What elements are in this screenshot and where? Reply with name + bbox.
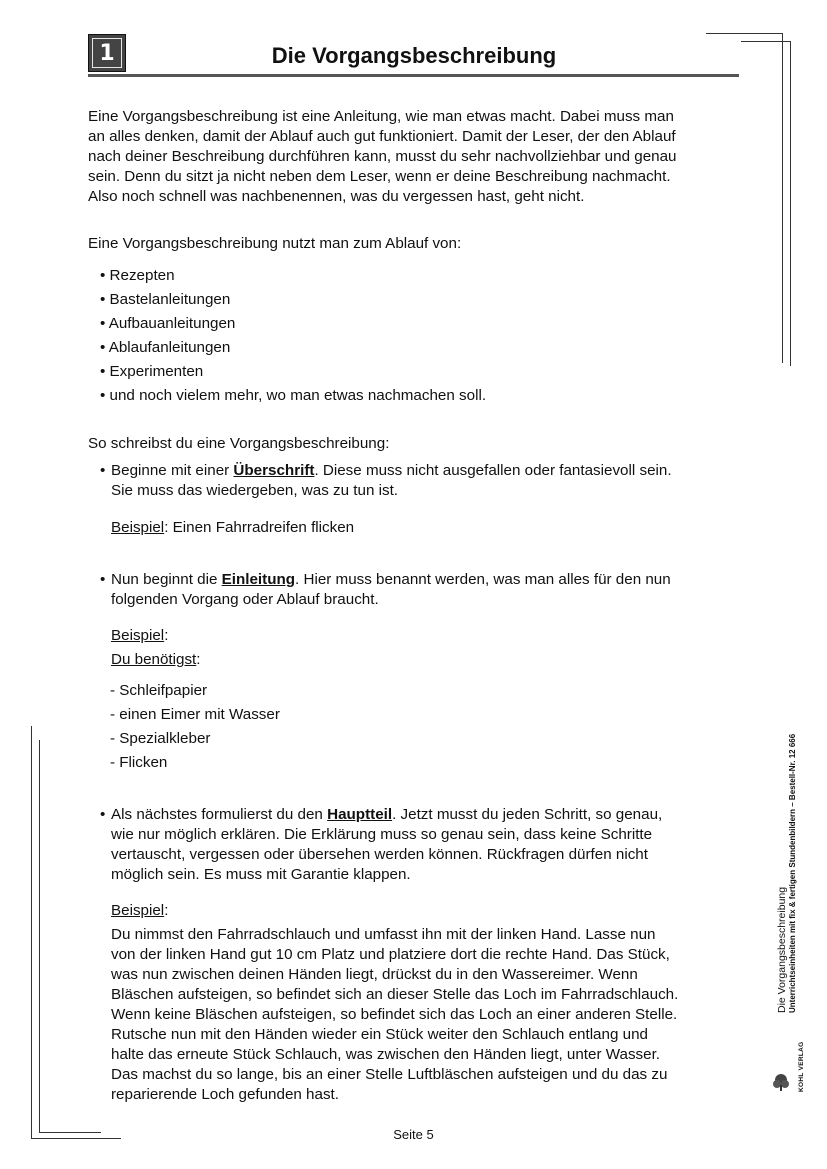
example-colon: : (164, 627, 169, 644)
example-colon: : (164, 902, 169, 919)
step-line (111, 805, 750, 825)
tree-icon (772, 1040, 796, 1092)
example-label: Beispiel (111, 902, 165, 919)
list-item: • Aufbauanleitungen (100, 315, 236, 332)
step-line: folgenden Vorgang oder Ablauf braucht. (111, 591, 379, 608)
page-title: Die Vorgangsbeschreibung (271, 43, 557, 68)
step-post: . Jetzt musst du jeden Schritt, so genau, (392, 806, 663, 823)
page-number: Seite 5 (393, 1127, 434, 1142)
keyword-einleitung: Einleitung (221, 571, 296, 588)
step-line: wie nur möglich erklären. Die Erklärung muss so genau sein, dass keine Schritte (111, 826, 653, 843)
step-line: möglich sein. Es muss mit Garantie klappen. (111, 866, 411, 883)
step-text (111, 805, 750, 885)
step-pre: Beginne mit einer (111, 462, 234, 479)
frame-left-vertical (31, 726, 32, 1138)
material-item: - Flicken (110, 754, 168, 771)
step-post: . Diese muss nicht ausgefallen oder fantasievoll sein. (314, 462, 672, 479)
frame-top-right-horizontal (706, 33, 782, 34)
example-line: halte das erneute Stück Schlauch, was zwischen den Händen liegt, unter Wasser. (111, 1046, 661, 1063)
frame-top-right-horizontal-inner (741, 41, 791, 42)
example-3-label-line (111, 901, 168, 921)
example-line: Das machst du so lange, bis an einer Stelle Luftbläschen aufsteigen und du das zu (111, 1066, 668, 1083)
example-line: von der linken Hand gut 10 cm Platz und platziere dort die rechte Hand. Das Stück, (111, 946, 670, 963)
example-text: : Einen Fahrradreifen flicken (164, 519, 355, 536)
intro-line: Also noch schnell was nachbenennen, was du vergessen hast, geht nicht. (88, 188, 585, 205)
step-line (111, 461, 750, 481)
example-line: Bläschen aufsteigen, so befindet sich an dieser Stelle das Loch im Fahrradschlauch. (111, 986, 679, 1003)
example-line: Rutsche nun mit den Händen wieder ein Stück weiter den Schlauch entlang und (111, 1026, 648, 1043)
intro-line: nach deiner Beschreibung durchführen kann, musst du sehr nachvollziehbar und genau (88, 148, 677, 165)
list-item: • Experimenten (100, 363, 204, 380)
intro-line: Eine Vorgangsbeschreibung ist eine Anleitung, wie man etwas macht. Dabei muss man (88, 108, 674, 125)
example-3-paragraph (111, 925, 751, 1105)
example-2-label-line (111, 626, 168, 646)
step-line: vertauscht, vergessen oder übersehen werden können. Rückfragen dürfen nicht (111, 846, 648, 863)
step-text (111, 570, 750, 610)
step-hauptteil (100, 805, 750, 885)
intro-line: sein. Denn du sitzt ja nicht neben dem Leser, wenn er deine Beschreibung nachmacht. (88, 168, 671, 185)
side-subtitle: Unterrichtseinheiten mit fix & fertigen Stundenbildern – Bestell-Nr. 12 666 (788, 733, 797, 1013)
example-line: Du nimmst den Fahrradschlauch und umfasst ihn mit der linken Hand. Lasse nun (111, 926, 656, 943)
material-item: - Schleifpapier (110, 682, 208, 699)
title-underline (88, 74, 739, 77)
side-imprint (776, 734, 798, 1013)
needs-colon: : (196, 651, 201, 668)
step-ueberschrift (100, 461, 750, 501)
example-1 (111, 518, 354, 538)
frame-left-vertical-inner (39, 740, 40, 1132)
publisher-logo (772, 1040, 805, 1092)
intro-line: an alles denken, damit der Ablauf auch gut funktioniert. Damit der Leser, der den Ablauf (88, 128, 676, 145)
keyword-hauptteil: Hauptteil (327, 806, 393, 823)
step-pre: Nun beginnt die (111, 571, 222, 588)
materials-list (110, 681, 280, 777)
needs-line (111, 650, 201, 670)
example-label: Beispiel (111, 627, 165, 644)
step-post: . Hier muss benannt werden, was man alles für den nun (295, 571, 671, 588)
keyword-ueberschrift: Überschrift (233, 462, 315, 479)
bullet: • (100, 462, 106, 479)
list-item: • Bastelanleitungen (100, 291, 231, 308)
frame-right-vertical-inner (790, 41, 791, 366)
step-pre: Als nächstes formulierst du den (111, 806, 328, 823)
list-item: • Ablaufanleitungen (100, 339, 231, 356)
example-line: was nun zwischen deinen Händen liegt, drückst du in den Wassereimer. Wenn (111, 966, 638, 983)
example-line: Wenn keine Bläschen aufsteigen, so befindet sich das Loch an einer anderen Stelle. (111, 1006, 678, 1023)
usage-list (100, 266, 486, 410)
frame-right-vertical (782, 33, 783, 363)
bullet: • (100, 806, 106, 823)
chapter-number-badge (88, 34, 126, 72)
step-line (111, 570, 750, 590)
chapter-number: 1 (92, 38, 122, 68)
bullet: • (100, 571, 106, 588)
publisher-wordmark: KOHL VERLAG (798, 1041, 805, 1092)
material-item: - Spezialkleber (110, 730, 211, 747)
example-line: reparierende Loch gefunden hast. (111, 1086, 339, 1103)
howto-heading: So schreibst du eine Vorgangsbeschreibung: (88, 435, 390, 452)
side-title: Die Vorgangsbeschreibung (776, 886, 788, 1013)
step-line: Sie muss das wiedergeben, was zu tun ist. (111, 482, 399, 499)
example-label: Beispiel (111, 519, 165, 536)
list-item: • Rezepten (100, 267, 175, 284)
list-item: • und noch vielem mehr, wo man etwas nachmachen soll. (100, 387, 487, 404)
intro-paragraph (88, 107, 748, 207)
needs-label: Du benötigst (111, 651, 197, 668)
step-einleitung (100, 570, 750, 610)
usage-heading: Eine Vorgangsbeschreibung nutzt man zum Ablauf von: (88, 235, 462, 252)
step-text (111, 461, 750, 501)
material-item: - einen Eimer mit Wasser (110, 706, 280, 723)
